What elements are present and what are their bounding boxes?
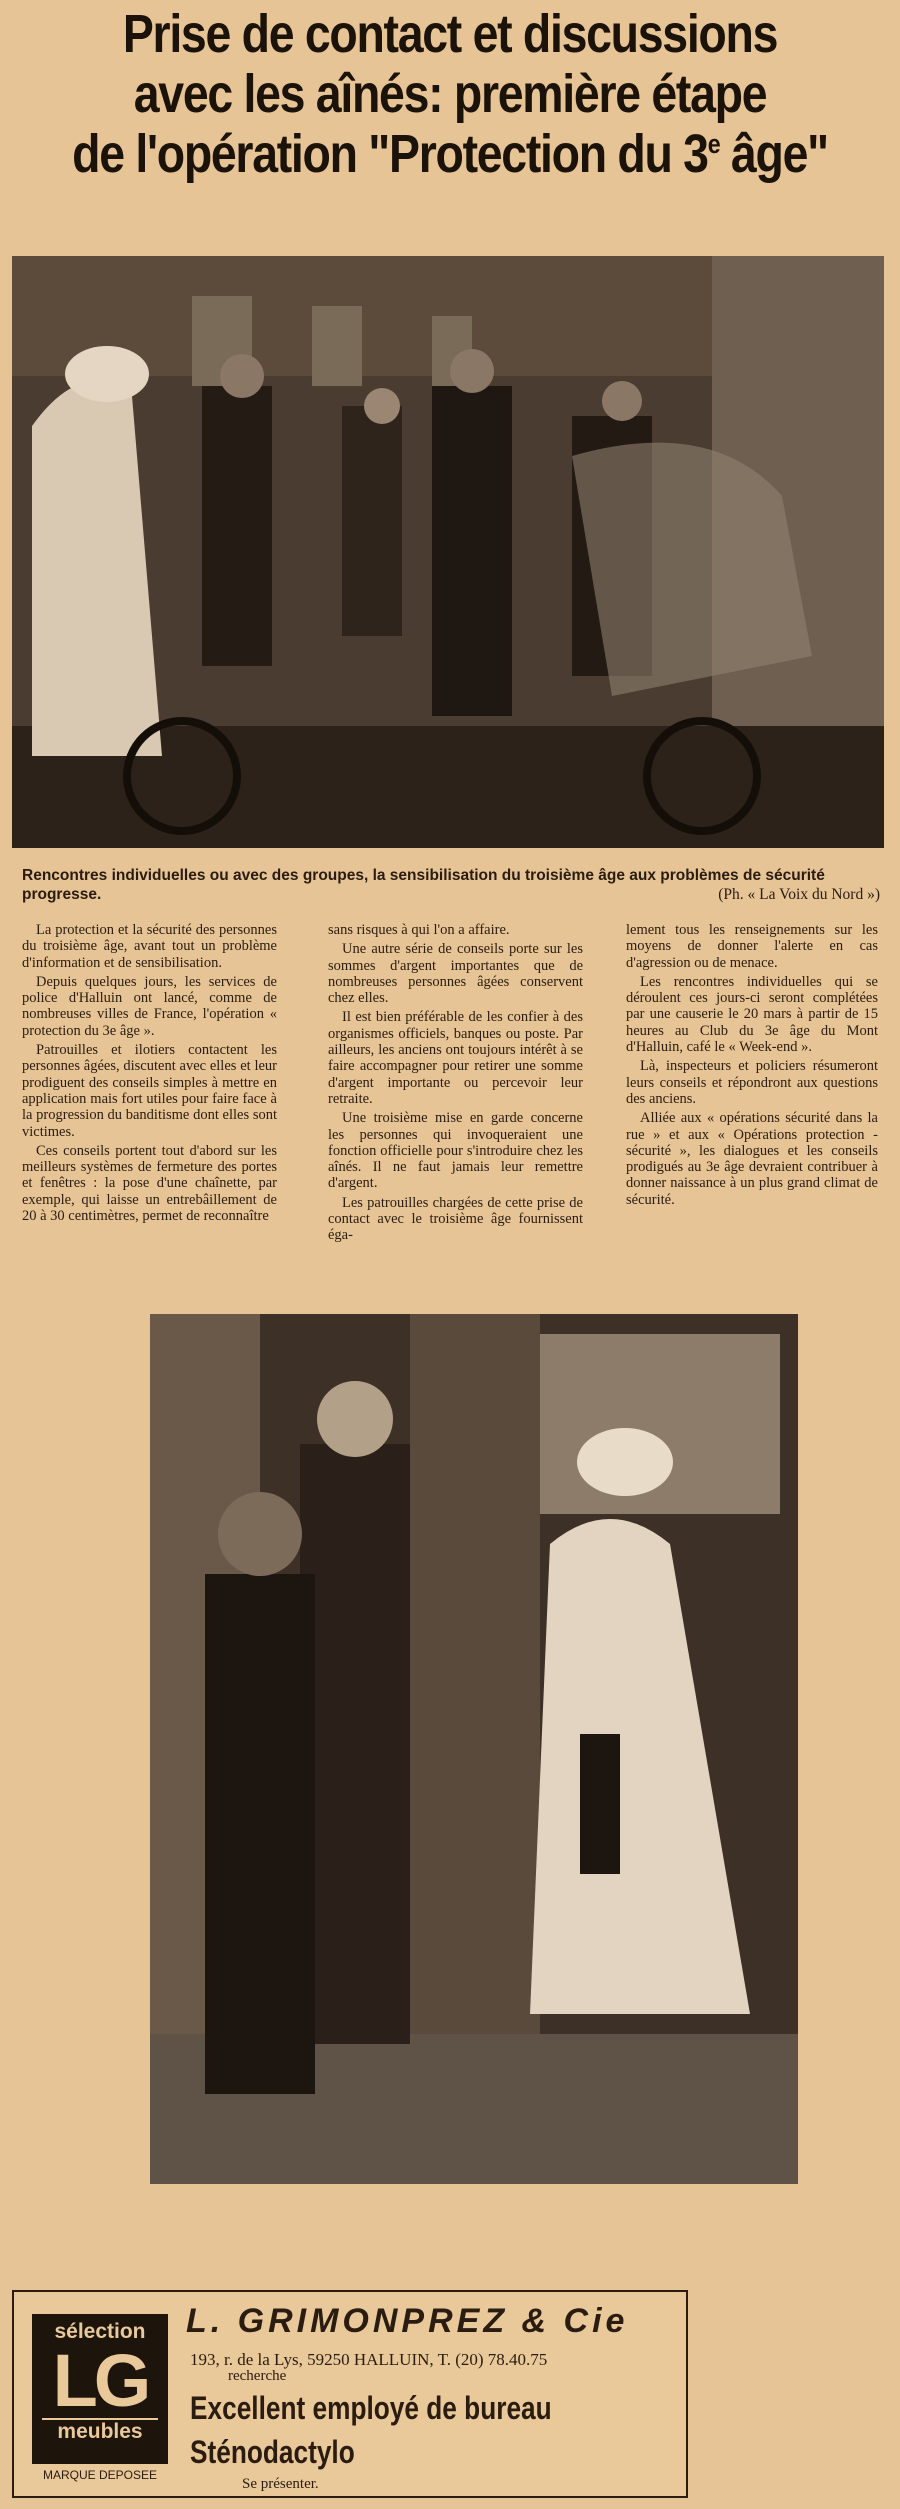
article-column-3 [626,922,878,1211]
paragraph: Il est bien préférable de les confier à des organismes officiels, banques ou poste. Par ailleurs, les anciens ont toujours intérêt à se faire accompagner pour retirer une somme d'argent importante ou percevoir leur retraite. [328,1009,583,1107]
paragraph: Patrouilles et ilotiers contactent les personnes âgées, discutent avec elles et leur prodiguent des conseils simples à mettre en application mais fort utiles pour faire face à la progression du banditisme dont elles sont victimes. [22,1042,277,1140]
lg-meubles-logo [32,2314,168,2464]
job-title-1: Excellent employé de bureau [190,2390,552,2426]
article-column-2 [328,922,583,1247]
article-column-1 [22,922,277,1227]
paragraph: Depuis quelques jours, les services de police d'Halluin ont lancé, comme de nombreuses villes de France, l'opération « protection du 3e âge ». [22,973,277,1039]
job-title-2: Sténodactylo [190,2434,355,2470]
ad-search-label: recherche [228,2368,287,2384]
logo-top-text: sélection [54,2320,146,2343]
paragraph: Ces conseils portent tout d'abord sur les meilleurs systèmes de fermeture des portes et fenêtres : la pose d'une chaînette, par exemple, qui laisse un entrebâillement de 20 à 30 centimètres, permet de reconnaître [22,1142,277,1225]
photo-street-meeting [12,256,884,848]
paragraph: Les rencontres individuelles qui se déroulent ces jours-ci seront complétées par une causerie le 20 mars à partir de 15 heures au Club du 3e âge du Mont d'Halluin, café le « Week-end ». [626,973,878,1056]
headline-line3: de l'opération "Protection du 3e âge" [72,124,828,184]
company-name: L. GRIMONPREZ & Cie [186,2302,629,2340]
paragraph: Une autre série de conseils porte sur les sommes d'argent importantes que de nombreuses personnes âgées conservent chez elles. [328,941,583,1007]
ad-instruction: Se présenter. [242,2476,319,2492]
trademark-note: MARQUE DEPOSEE [42,2468,158,2482]
photo-doorway-visit [150,1314,798,2184]
paragraph: sans risques à qui l'on a affaire. [328,922,510,938]
company-address: 193, r. de la Lys, 59250 HALLUIN, T. (20) 78.40.75 [190,2350,548,2369]
paragraph: La protection et la sécurité des personnes du troisième âge, avant tout un problème d'information et de sensibilisation. [22,922,277,971]
caption-credit: (Ph. « La Voix du Nord ») [718,886,880,903]
caption-text: Rencontres individuelles ou avec des groupes, la sensibilisation du troisième âge aux problèmes de sécurité progresse. [22,867,825,903]
paragraph: Alliée aux « opérations sécurité dans la rue » et aux « Opérations protection - sécurité », les dialogues et les conseils prodigués au 3e âge devraient contribuer à donner naissance à un plus grand climat de sécurité. [626,1110,878,1208]
photo-caption [22,866,880,904]
paragraph: Une troisième mise en garde concerne les personnes qui invoqueraient une fonction officielle pour s'introduire chez les aînés. Il ne faut jamais leur remettre d'argent. [328,1110,583,1192]
headline-line2: avec les aînés: première étape [133,64,767,124]
logo-bottom-text: meubles [42,2418,158,2444]
article-body [22,922,884,1312]
paragraph: Les patrouilles chargées de cette prise de contact avec le troisième âge fournissent éga- [328,1194,583,1244]
headline-line1: Prise de contact et discussions [122,4,778,64]
paragraph: lement tous les renseignements sur les moyens de donner l'alerte en cas d'agression ou de menace. [626,922,878,971]
paragraph: Là, inspecteurs et policiers résumeront leurs conseils et répondront aux questions des anciens. [626,1058,878,1107]
classified-ad [12,2290,688,2498]
headline [63,4,837,184]
logo-main-text: LG [52,2339,148,2422]
